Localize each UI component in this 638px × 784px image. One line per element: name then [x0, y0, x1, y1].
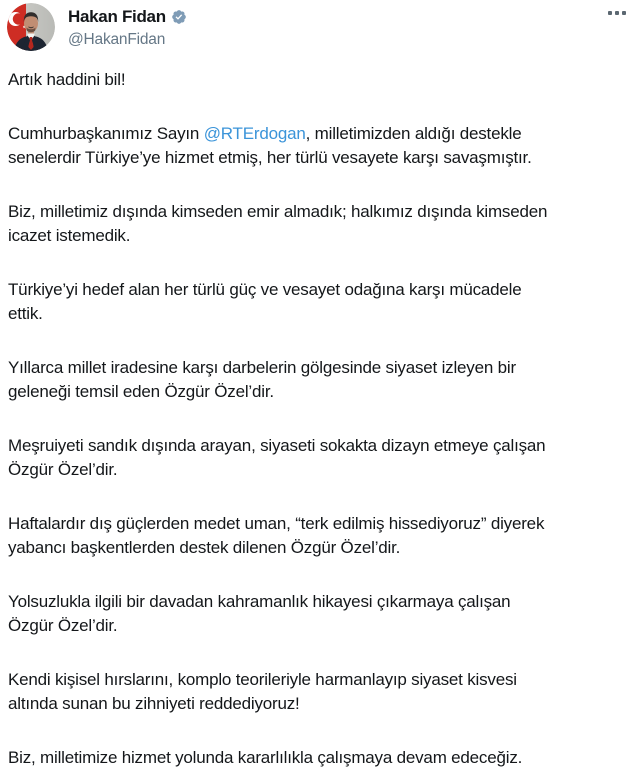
- tweet-paragraph: [8, 668, 630, 716]
- tweet-text-line: [8, 692, 630, 716]
- name-row: [68, 7, 187, 27]
- tweet-text-line: [8, 122, 630, 146]
- text-segment: icazet istemedik.: [8, 226, 131, 245]
- tweet-text-line: [8, 512, 630, 536]
- tweet-body: [0, 56, 638, 770]
- tweet-paragraph: [8, 590, 630, 638]
- profile-photo: [7, 3, 55, 51]
- tweet-text-line: [8, 380, 630, 404]
- text-segment: senelerdir Türkiye’ye hizmet etmiş, her türlü vesayete karşı savaşmıştır.: [8, 148, 532, 167]
- tweet-text-line: [8, 746, 630, 770]
- display-name[interactable]: Hakan Fidan: [68, 7, 166, 26]
- text-segment: Özgür Özel’dir.: [8, 460, 118, 479]
- text-segment: Özgür Özel’dir.: [8, 616, 118, 635]
- text-segment: ettik.: [8, 304, 43, 323]
- more-options-button[interactable]: [606, 9, 628, 17]
- tweet-paragraph: [8, 122, 630, 170]
- dot: [622, 11, 626, 15]
- tweet-text-line: [8, 278, 630, 302]
- text-segment: Yıllarca millet iradesine karşı darbelerin gölgesinde siyaset izleyen bir: [8, 358, 516, 377]
- text-segment: Meşruiyeti sandık dışında arayan, siyaseti sokakta dizayn etmeye çalışan: [8, 436, 546, 455]
- dot: [615, 11, 619, 15]
- tweet-text-line: [8, 536, 630, 560]
- tweet-paragraph: [8, 434, 630, 482]
- tweet-text-line: [8, 434, 630, 458]
- dot: [608, 11, 612, 15]
- text-segment: altında sunan bu zihniyeti reddediyoruz!: [8, 694, 300, 713]
- text-segment: Türkiye’yi hedef alan her türlü güç ve vesayet odağına karşı mücadele: [8, 280, 522, 299]
- tweet-text-line: [8, 224, 630, 248]
- text-segment: Haftalardır dış güçlerden medet uman, “terk edilmiş hissediyoruz” diyerek: [8, 514, 545, 533]
- tweet-text-line: [8, 668, 630, 692]
- tweet-text-line: [8, 68, 630, 92]
- tweet-text-line: [8, 200, 630, 224]
- text-segment: yabancı başkentlerden destek dilenen Özgür Özel’dir.: [8, 538, 401, 557]
- text-segment: Artık haddini bil!: [8, 70, 126, 89]
- tweet-header: [0, 0, 638, 56]
- tweet-paragraph: [8, 746, 630, 770]
- tweet-text-line: [8, 590, 630, 614]
- text-segment: geleneği temsil eden Özgür Özel’dir.: [8, 382, 274, 401]
- avatar[interactable]: [7, 3, 55, 51]
- text-segment: Cumhurbaşkanımız Sayın: [8, 124, 204, 143]
- verified-badge-icon: [171, 9, 187, 25]
- tweet-text-line: [8, 302, 630, 326]
- tweet-text-line: [8, 614, 630, 638]
- tweet-paragraph: [8, 356, 630, 404]
- text-segment: Yolsuzlukla ilgili bir davadan kahramanlık hikayesi çıkarmaya çalışan: [8, 592, 511, 611]
- tweet-text-line: [8, 146, 630, 170]
- user-handle[interactable]: @HakanFidan: [68, 31, 166, 48]
- tweet-paragraph: [8, 512, 630, 560]
- text-segment: Kendi kişisel hırslarını, komplo teorileriyle harmanlayıp siyaset kisvesi: [8, 670, 517, 689]
- mention-link[interactable]: @RTErdogan: [203, 124, 306, 143]
- text-segment: Biz, milletimiz dışında kimseden emir almadık; halkımız dışında kimseden: [8, 202, 548, 221]
- text-segment: Biz, milletimize hizmet yolunda kararlılıkla çalışmaya devam edeceğiz.: [8, 748, 523, 767]
- tweet-paragraph: [8, 278, 630, 326]
- tweet-paragraph: [8, 200, 630, 248]
- text-segment: , milletimizden aldığı destekle: [305, 124, 522, 143]
- user-names: [68, 7, 187, 49]
- tweet-text-line: [8, 458, 630, 482]
- tweet-text-line: [8, 356, 630, 380]
- tweet-paragraph: [8, 68, 630, 92]
